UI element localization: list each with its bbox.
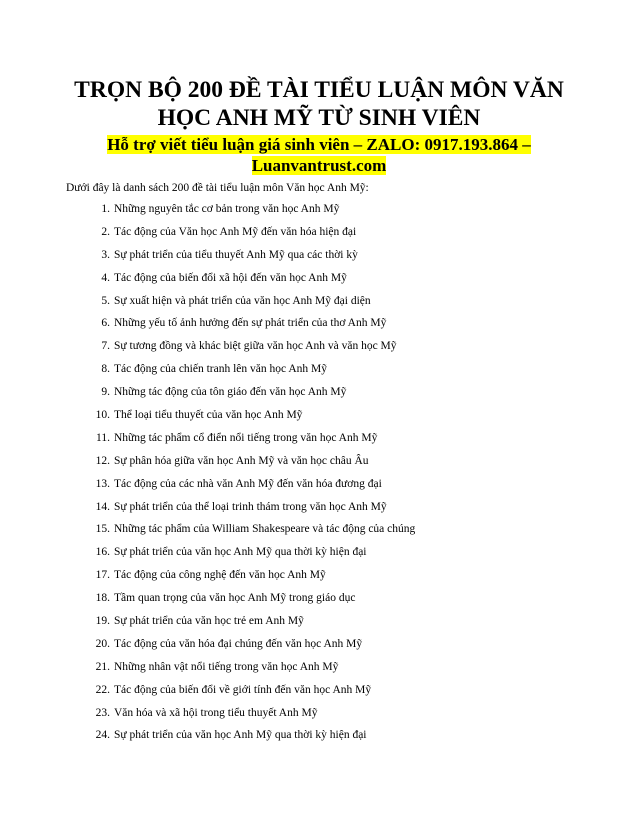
promo-line-1: Hỗ trợ viết tiểu luận giá sinh viên – ZALO: 0917.193.864 –: [107, 135, 531, 154]
list-item-text: Sự tương đồng và khác biệt giữa văn học Anh và văn học Mỹ: [114, 340, 397, 353]
list-item: [86, 660, 415, 683]
list-item-text: Tác động của các nhà văn Anh Mỹ đến văn hóa đương đại: [114, 477, 382, 490]
list-item-text: Văn hóa và xã hội trong tiểu thuyết Anh Mỹ: [114, 706, 318, 719]
list-item-number: 21.: [95, 660, 110, 673]
list-item: [86, 614, 415, 637]
list-item-number: 23.: [95, 706, 110, 719]
list-item: [86, 248, 415, 271]
list-item: [86, 202, 415, 225]
list-item: [86, 225, 415, 248]
list-item: [86, 591, 415, 614]
list-item-text: Những tác phẩm cổ điển nổi tiếng trong văn học Anh Mỹ: [114, 431, 378, 444]
list-item: [86, 728, 415, 751]
list-item-number: 6.: [101, 317, 110, 330]
list-item-text: Những tác động của tôn giáo đến văn học Anh Mỹ: [114, 386, 347, 399]
list-item-text: Tác động của Văn học Anh Mỹ đến văn hóa hiện đại: [114, 225, 357, 238]
list-item: [86, 477, 415, 500]
list-item-number: 3.: [101, 248, 110, 261]
list-item: [86, 500, 415, 523]
list-item-number: 14.: [95, 500, 110, 513]
list-item-text: Tác động của văn hóa đại chúng đến văn học Anh Mỹ: [114, 637, 363, 650]
list-item-text: Những yếu tố ảnh hưởng đến sự phát triển của thơ Anh Mỹ: [114, 317, 387, 330]
list-item-number: 7.: [101, 340, 110, 353]
list-item-number: 4.: [101, 271, 110, 284]
topic-list: [86, 202, 415, 751]
list-item-number: 10.: [95, 409, 110, 422]
list-item-number: 13.: [95, 477, 110, 490]
title-line-1: TRỌN BỘ 200 ĐỀ TÀI TIỂU LUẬN MÔN VĂN: [74, 77, 564, 103]
list-item-text: Tác động của biến đổi xã hội đến văn học Anh Mỹ: [114, 271, 347, 284]
list-item-number: 11.: [96, 431, 110, 444]
list-item-number: 12.: [95, 454, 110, 467]
list-item: [86, 316, 415, 339]
list-item-number: 16.: [95, 546, 110, 559]
page-title: [60, 76, 578, 132]
list-item-number: 2.: [101, 225, 110, 238]
list-item-number: 9.: [101, 386, 110, 399]
list-item: [86, 706, 415, 729]
list-item-text: Tác động của biến đổi về giới tính đến văn học Anh Mỹ: [114, 683, 372, 696]
list-item-text: Những tác phẩm của William Shakespeare và tác động của chúng: [114, 523, 416, 536]
intro-text: Dưới đây là danh sách 200 đề tài tiểu luận môn Văn học Anh Mỹ:: [66, 182, 369, 194]
list-item-number: 1.: [101, 203, 110, 215]
list-item: [86, 271, 415, 294]
list-item-text: Sự phát triển của văn học Anh Mỹ qua thời kỳ hiện đại: [114, 729, 367, 742]
list-item-text: Sự xuất hiện và phát triển của văn học Anh Mỹ đại diện: [114, 294, 371, 307]
list-item: [86, 522, 415, 545]
list-item-number: 18.: [95, 592, 110, 605]
list-item: [86, 385, 415, 408]
list-item-text: Thể loại tiểu thuyết của văn học Anh Mỹ: [114, 409, 303, 422]
list-item: [86, 568, 415, 591]
list-item-number: 19.: [95, 615, 110, 628]
list-item-text: Sự phát triển của văn học Anh Mỹ qua thời kỳ hiện đại: [114, 546, 367, 559]
list-item-text: Những nhân vật nổi tiếng trong văn học Anh Mỹ: [114, 660, 339, 673]
list-item: [86, 408, 415, 431]
list-item-number: 8.: [101, 363, 110, 376]
list-item-number: 22.: [95, 683, 110, 696]
list-item-number: 20.: [95, 637, 110, 650]
list-item-text: Những nguyên tắc cơ bản trong văn học Anh Mỹ: [114, 203, 340, 215]
list-item: [86, 339, 415, 362]
list-item-text: Sự phát triển của thể loại trinh thám trong văn học Anh Mỹ: [114, 500, 387, 513]
list-item-number: 5.: [101, 294, 110, 307]
promo-line-2: Luanvantrust.com: [251, 156, 387, 175]
list-item: [86, 431, 415, 454]
title-line-2: HỌC ANH MỸ TỪ SINH VIÊN: [157, 105, 481, 131]
list-item: [86, 362, 415, 385]
list-item-text: Sự phân hóa giữa văn học Anh Mỹ và văn học châu Âu: [114, 454, 369, 467]
list-item: [86, 637, 415, 660]
list-item-text: Tác động của công nghệ đến văn học Anh Mỹ: [114, 569, 326, 582]
promo-banner: [60, 134, 578, 176]
list-item: [86, 683, 415, 706]
list-item-number: 24.: [95, 729, 110, 742]
list-item: [86, 454, 415, 477]
list-item-text: Sự phát triển của văn học trẻ em Anh Mỹ: [114, 615, 304, 628]
list-item-number: 15.: [95, 523, 110, 536]
list-item-number: 17.: [95, 569, 110, 582]
list-item-text: Tầm quan trọng của văn học Anh Mỹ trong giáo dục: [114, 592, 356, 605]
list-item-text: Tác động của chiến tranh lên văn học Anh Mỹ: [114, 363, 328, 376]
list-item: [86, 294, 415, 317]
list-item-text: Sự phát triển của tiểu thuyết Anh Mỹ qua các thời kỳ: [114, 248, 358, 261]
list-item: [86, 545, 415, 568]
